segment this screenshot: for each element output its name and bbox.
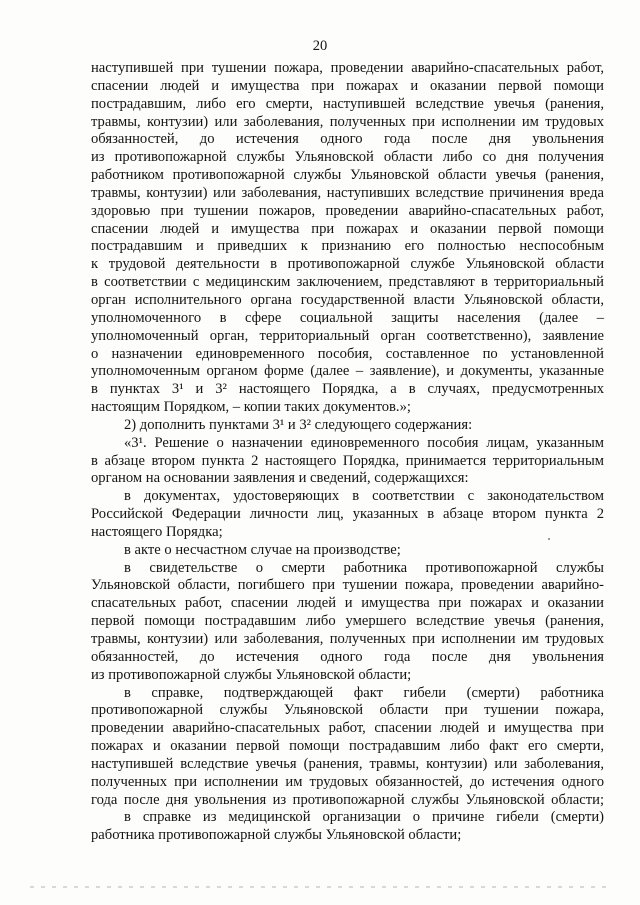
text-line: обязанностей, до истечения одного года после дня увольнения xyxy=(91,131,604,148)
text-line: травмы, контузии) или заболевания, наступивших вследствие причинения вреда xyxy=(91,184,604,201)
text-line: травмы, контузии) или заболевания, полученных при исполнении им трудовых xyxy=(91,631,604,647)
text-line: Ульяновской области, погибшего при тушении пожара, проведении аварийно- xyxy=(91,577,604,594)
text-line: работником противопожарной службы Ульяновской области увечья (ранения, xyxy=(91,167,604,184)
text-line: из противопожарной службы Ульяновской области либо со дня получения xyxy=(91,149,604,166)
text-line: пострадавшим и приведших к признанию его полностью неспособным xyxy=(91,238,604,255)
text-line: к трудовой деятельности в противопожарной службе Ульяновской области xyxy=(91,256,604,273)
text-line: наступившей вследствие увечья (ранения, травмы, контузии) или заболевания, xyxy=(91,755,604,772)
text-line: пострадавшим, либо его смерти, наступившей вследствие увечья (ранения, xyxy=(91,95,604,112)
text-line: органом на основании заявления и сведений, содержащихся: xyxy=(91,470,469,487)
text-line: в акте о несчастном случае на производстве; xyxy=(124,541,401,558)
scan-edge-artifact xyxy=(30,886,610,888)
text-line: в справке, подтверждающей факт гибели (смерти) работника xyxy=(124,684,604,701)
text-line: настоящим Порядком, – копии таких документов.»; xyxy=(91,399,411,416)
body-text xyxy=(91,60,604,845)
text-line: орган исполнительного органа государственной власти Ульяновской области, xyxy=(91,291,604,308)
text-line: травмы, контузии) или заболевания, полученных при исполнении им трудовых xyxy=(91,113,604,130)
text-line: наступившей при тушении пожара, проведении аварийно-спасательных работ, xyxy=(91,60,604,76)
text-line: года после дня увольнения из противопожарной службы Ульяновской области; xyxy=(91,791,604,808)
text-line: работника противопожарной службы Ульяновской области; xyxy=(91,827,462,844)
text-line: спасении людей и имущества при пожарах и оказании первой помощи xyxy=(91,77,604,94)
text-line: 2) дополнить пунктами 3¹ и 3² следующего содержания: xyxy=(124,416,473,433)
text-line: в справке из медицинской организации о причине гибели (смерти) xyxy=(124,809,604,826)
text-line: полученных при исполнении им трудовых обязанностей, до истечения одного xyxy=(91,773,604,790)
text-line: обязанностей, до истечения одного года после дня увольнения xyxy=(91,648,604,665)
text-line: уполномоченным органом форме (далее – заявление), и документы, указанные xyxy=(91,363,604,380)
text-line: здоровью при тушении пожаров, проведении аварийно-спасательных работ, xyxy=(91,202,604,219)
text-line: из противопожарной службы Ульяновской области; xyxy=(91,666,412,683)
text-line: противопожарной службы Ульяновской области при тушении пожара, xyxy=(91,702,604,719)
text-line: уполномоченного в сфере социальной защиты населения (далее – xyxy=(91,309,604,326)
text-line: в документах, удостоверяющих в соответствии с законодательством xyxy=(124,488,604,505)
scan-speck xyxy=(548,538,550,540)
text-line: «3¹. Решение о назначении единовременного пособия лицам, указанным xyxy=(124,434,604,451)
text-line: пожарах и оказании первой помощи пострадавшим либо факт его смерти, xyxy=(91,738,604,755)
text-line: проведении аварийно-спасательных работ, спасении людей и имущества при xyxy=(91,720,604,737)
text-line: Российской Федерации личности лиц, указанных в абзаце втором пункта 2 xyxy=(91,506,604,523)
text-line: спасении людей и имущества при пожарах и оказании первой помощи xyxy=(91,220,604,237)
text-line: настоящего Порядка; xyxy=(91,523,223,540)
text-line: в соответствии с медицинским заключением, представляют в территориальный xyxy=(91,274,604,291)
text-line: в свидетельстве о смерти работника противопожарной службы xyxy=(124,559,604,576)
text-line: спасательных работ, спасении людей и имущества при пожарах и оказании xyxy=(91,595,604,612)
text-line: о назначении единовременного пособия, составленное по установленной xyxy=(91,345,604,362)
text-line: уполномоченный орган, территориальный орган соответственно), заявление xyxy=(91,327,604,344)
text-line: первой помощи пострадавшим либо умершего вследствие увечья (ранения, xyxy=(91,613,604,630)
text-line: в абзаце втором пункта 2 настоящего Порядка, принимается территориальным xyxy=(91,452,604,469)
page-number: 20 xyxy=(312,38,328,54)
text-line: в пунктах 3¹ и 3² настоящего Порядка, а в случаях, предусмотренных xyxy=(91,381,604,398)
